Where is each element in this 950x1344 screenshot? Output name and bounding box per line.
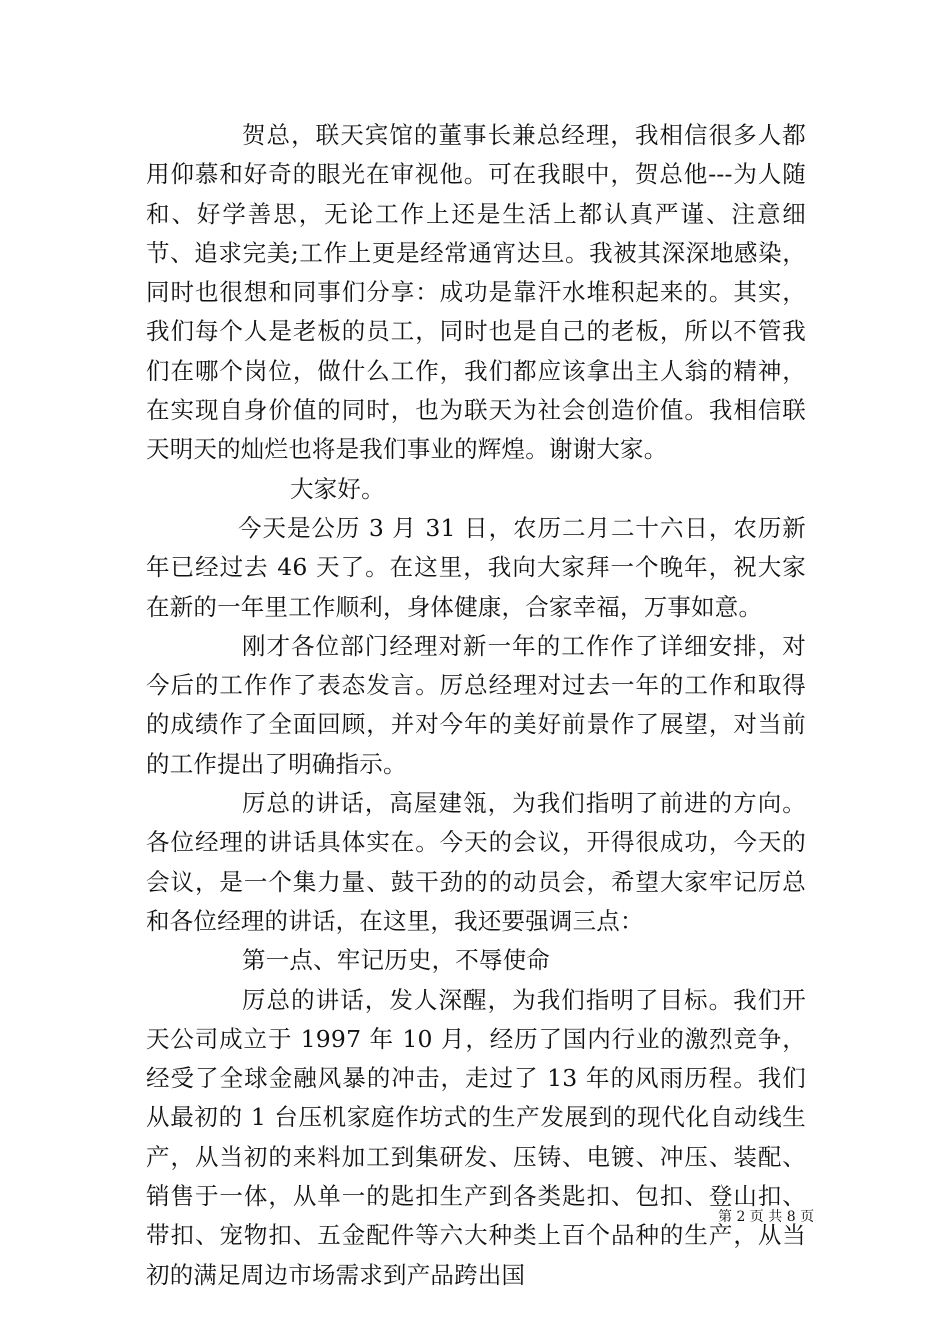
paragraph-greeting: 大家好。	[290, 474, 385, 503]
paragraph-speech: 厉总的讲话，高屋建瓴，为我们指明了前进的方向。各位经理的讲话具体实在。今天的会议，开得很成功，今天的会议，是一个集力量、鼓干劲的的动员会，希望大家牢记厉总和各位经理的讲话，在这里，我还要强调三点：	[146, 789, 806, 935]
paragraph-date: 今天是公历 3 月 31 日，农历二月二十六日，农历新年已经过去 46 天了。在这里，我向大家拜一个晚年，祝大家在新的一年里工作顺利，身体健康，合家幸福，万事如意。	[146, 513, 806, 621]
page-number: 第 2 页 共 8 页	[718, 1209, 815, 1225]
paragraph-history: 厉总的讲话，发人深醒，为我们指明了目标。我们开天公司成立于 1997 年 10 月，经历了国内行业的激烈竞争，经受了全球金融风暴的冲击，走过了 13 年的风雨历程。我们从最初的 1 台压机家庭作坊式的生产发展到的现代化自动线生产，从当初的来料加工到集研发、压铸、电镀、冲压、装配、销售于一体，从单一的匙扣生产到各类匙扣、包扣、登山扣、带扣、宠物扣、五金配件等六大种类上百个品种的生产，从当初的满足周边市场需求到产品跨出国	[146, 985, 806, 1289]
section-heading-point-one: 第一点、牢记历史，不辱使命	[242, 946, 551, 975]
paragraph-tribute: 贺总，联天宾馆的董事长兼总经理，我相信很多人都用仰慕和好奇的眼光在审视他。可在我眼中，贺总他---为人随和、好学善思，无论工作上还是生活上都认真严谨、注意细节、追求完美;工作上更是经常通宵达旦。我被其深深地感染，同时也很想和同事们分享：成功是靠汗水堆积起来的。其实，我们每个人是老板的员工，同时也是自己的老板，所以不管我们在哪个岗位，做什么工作，我们都应该拿出主人翁的精神，在实现自身价值的同时，也为联天为社会创造价值。我相信联天明天的灿烂也将是我们事业的辉煌。谢谢大家。	[146, 121, 806, 464]
paragraph-managers: 刚才各位部门经理对新一年的工作作了详细安排，对今后的工作作了表态发言。厉总经理对过去一年的工作和取得的成绩作了全面回顾，并对今年的美好前景作了展望，对当前的工作提出了明确指示。	[146, 631, 806, 778]
document-body	[146, 116, 806, 1295]
